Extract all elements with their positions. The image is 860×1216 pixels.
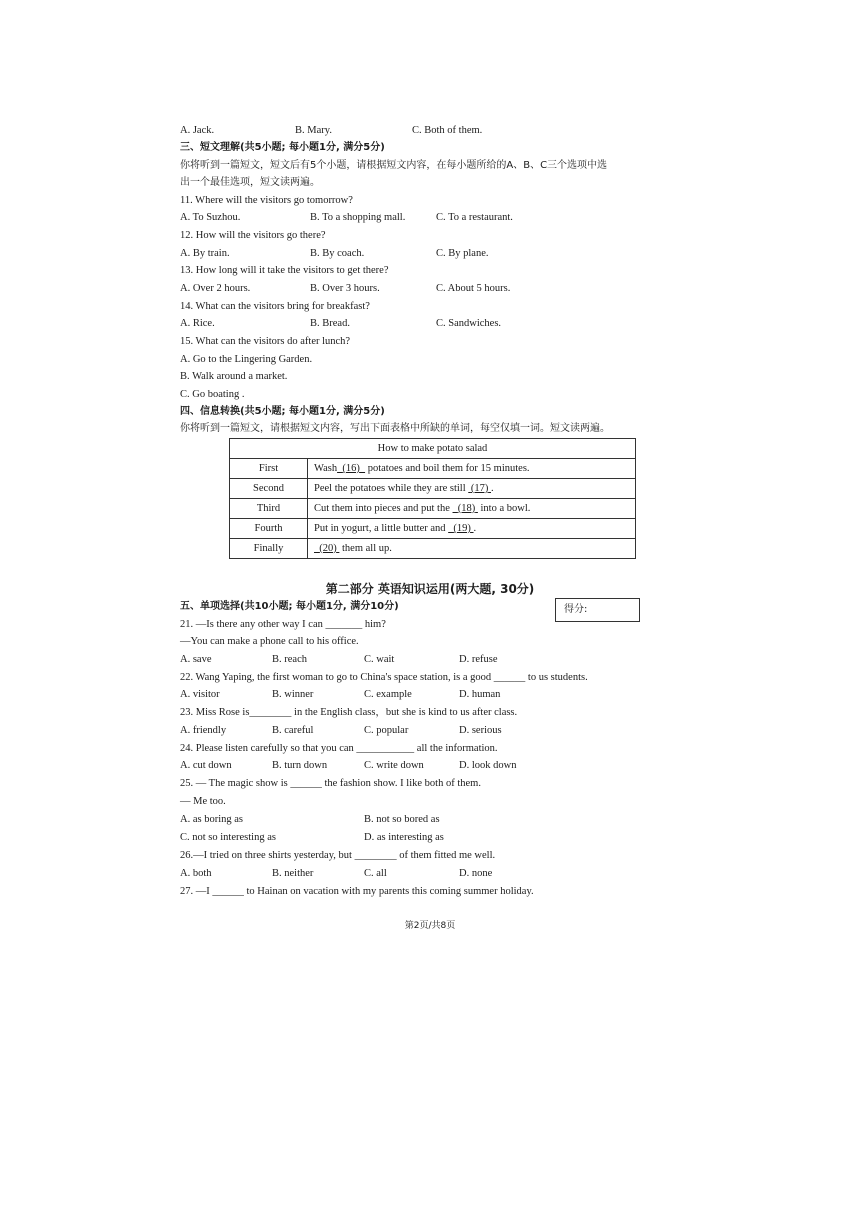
step-label: First xyxy=(230,459,308,479)
blank-19: (19) xyxy=(453,523,471,534)
option: A. save xyxy=(180,654,212,665)
option: C. write down xyxy=(364,760,424,771)
step-label: Fourth xyxy=(230,519,308,539)
table-row xyxy=(230,479,636,499)
option: C. example xyxy=(364,689,412,700)
question-27: 27. —I ______ to Hainan on vacation with my parents this coming summer holiday. xyxy=(180,886,534,897)
option: A. To Suzhou. xyxy=(180,212,241,223)
option: C. popular xyxy=(364,725,409,736)
option: B. Walk around a market. xyxy=(180,371,288,382)
option: B. Mary. xyxy=(295,125,332,136)
option: A. Over 2 hours. xyxy=(180,283,251,294)
step-label: Finally xyxy=(230,539,308,559)
section-4-instruction: 你将听到一篇短文，请根据短文内容，写出下面表格中所缺的单词，每空仅填一词。短文读两遍。 xyxy=(180,423,610,434)
option: B. To a shopping mall. xyxy=(310,212,406,223)
option: C. Go boating . xyxy=(180,389,245,400)
table-row xyxy=(230,499,636,519)
question-12: 12. How will the visitors go there? xyxy=(180,230,326,241)
option: D. look down xyxy=(459,760,517,771)
table-row xyxy=(230,539,636,559)
question-26: 26.—I tried on three shirts yesterday, but ________ of them fitted me well. xyxy=(180,850,496,861)
info-table xyxy=(229,438,636,559)
blank-18: (18) xyxy=(457,503,476,514)
option: B. neither xyxy=(272,868,314,879)
table-row xyxy=(230,519,636,539)
option: B. not so bored as xyxy=(364,814,440,825)
question-21: 21. —Is there any other way I can _______ him? xyxy=(180,619,386,630)
page-footer: 第2页/共8页 xyxy=(404,921,456,931)
step-label: Second xyxy=(230,479,308,499)
option: C. To a restaurant. xyxy=(436,212,513,223)
blank-16: (16) xyxy=(342,463,360,474)
option: B. careful xyxy=(272,725,314,736)
option: A. Jack. xyxy=(180,125,215,136)
option: A. friendly xyxy=(180,725,227,736)
question-25-reply: — Me too. xyxy=(180,796,226,807)
option: C. By plane. xyxy=(436,248,489,259)
section-3-instruction: 出一个最佳选项，短文读两遍。 xyxy=(180,177,320,188)
option: B. Bread. xyxy=(310,318,350,329)
option: D. refuse xyxy=(459,654,498,665)
option: A. By train. xyxy=(180,248,230,259)
option: C. all xyxy=(364,868,387,879)
question-25: 25. — The magic show is ______ the fashion show. I like both of them. xyxy=(180,778,481,789)
question-21-reply: —You can make a phone call to his office. xyxy=(180,636,359,647)
option: C. not so interesting as xyxy=(180,832,276,843)
step-text: Wash (16) potatoes and boil them for 15 minutes. xyxy=(308,459,636,479)
step-text: Cut them into pieces and put the (18) into a bowl. xyxy=(308,499,636,519)
option: C. Sandwiches. xyxy=(436,318,502,329)
question-14: 14. What can the visitors bring for breakfast? xyxy=(180,301,370,312)
question-23: 23. Miss Rose is________ in the English class，but she is kind to us after class. xyxy=(180,707,518,718)
section-5-title: 五、单项选择(共10小题; 每小题1分, 满分10分) xyxy=(180,601,399,612)
question-24: 24. Please listen carefully so that you can ___________ all the information. xyxy=(180,743,498,754)
option: B. Over 3 hours. xyxy=(310,283,380,294)
option: D. human xyxy=(459,689,501,700)
option: D. serious xyxy=(459,725,502,736)
option: A. cut down xyxy=(180,760,232,771)
step-text: Put in yogurt, a little butter and (19) . xyxy=(308,519,636,539)
option: B. reach xyxy=(272,654,307,665)
question-15: 15. What can the visitors do after lunch? xyxy=(180,336,351,347)
option: A. both xyxy=(180,868,212,879)
blank-20: (20) xyxy=(319,543,337,554)
option: A. Go to the Lingering Garden. xyxy=(180,354,313,365)
option: B. turn down xyxy=(272,760,328,771)
question-11: 11. Where will the visitors go tomorrow? xyxy=(180,195,353,206)
table-title: How to make potato salad xyxy=(230,439,636,459)
option: D. none xyxy=(459,868,493,879)
blank-17: (17) xyxy=(470,483,489,494)
option: A. as boring as xyxy=(180,814,243,825)
option: B. By coach. xyxy=(310,248,365,259)
step-text: Peel the potatoes while they are still (17) . xyxy=(308,479,636,499)
option: C. Both of them. xyxy=(412,125,483,136)
table-row xyxy=(230,459,636,479)
step-text: (20) them all up. xyxy=(308,539,636,559)
step-label: Third xyxy=(230,499,308,519)
option: A. Rice. xyxy=(180,318,215,329)
section-4-title: 四、信息转换(共5小题; 每小题1分, 满分5分) xyxy=(180,406,385,417)
part-2-title: 第二部分 英语知识运用(两大题, 30分) xyxy=(325,582,535,596)
section-3-title: 三、短文理解(共5小题; 每小题1分, 满分5分) xyxy=(180,142,385,153)
option: C. About 5 hours. xyxy=(436,283,511,294)
section-3-instruction: 你将听到一篇短文，短文后有5个小题，请根据短文内容，在每小题所给的A、B、C三个选项中选 xyxy=(180,160,608,171)
score-box: 得分: xyxy=(555,598,640,622)
question-22: 22. Wang Yaping, the first woman to go to China's space station, is a good ______ to us students. xyxy=(180,672,588,683)
option: D. as interesting as xyxy=(364,832,444,843)
option: B. winner xyxy=(272,689,314,700)
option: A. visitor xyxy=(180,689,220,700)
option: C. wait xyxy=(364,654,395,665)
question-13: 13. How long will it take the visitors to get there? xyxy=(180,265,389,276)
